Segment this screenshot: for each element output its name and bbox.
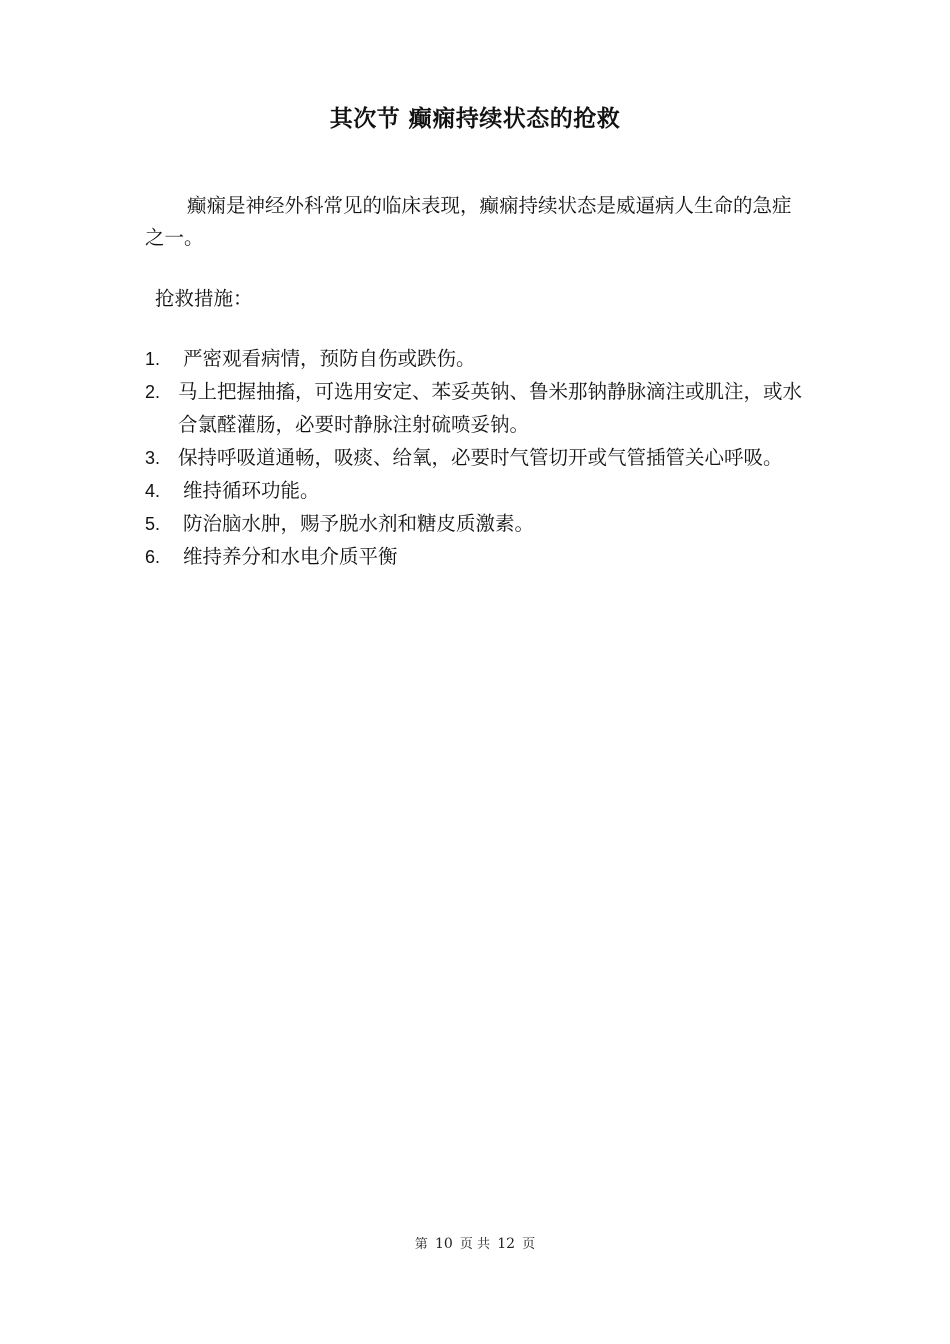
list-item-text: 防治脑水肿，赐予脱水剂和糖皮质激素。 [183, 511, 535, 535]
footer-mid: 页 共 [459, 1237, 491, 1252]
list-item [145, 475, 807, 508]
intro-paragraph: 癫痫是神经外科常见的临床表现，癫痫持续状态是威逼病人生命的急症之一。 [145, 194, 792, 249]
measures-list [145, 343, 807, 574]
list-item-number: 3. [145, 447, 161, 468]
list-item-number: 4. [145, 480, 161, 501]
footer-prefix: 第 [414, 1237, 428, 1252]
list-item-number: 5. [145, 513, 161, 534]
section-title: 其次节 癫痫持续状态的抢救 [329, 106, 621, 132]
list-item-text: 保持呼吸道通畅，吸痰、给氧，必要时气管切开或气管插管关心呼吸。 [178, 445, 783, 469]
list-item-text: 维持养分和水电介质平衡 [183, 544, 398, 568]
page-footer [0, 1233, 950, 1252]
list-item [145, 376, 807, 441]
list-item [145, 343, 807, 376]
list-item-number: 1. [145, 349, 161, 369]
list-item-text: 严密观看病情，预防自伤或跌伤。 [183, 347, 476, 370]
footer-suffix: 页 [522, 1237, 536, 1252]
list-item-number: 2. [145, 382, 161, 402]
footer-page-number: 10 [434, 1236, 453, 1252]
list-item [145, 541, 807, 574]
list-item [145, 442, 807, 475]
list-item-text: 马上把握抽搐，可选用安定、苯妥英钠、鲁米那钠静脉滴注或肌注，或水合氯醛灌肠，必要时静脉注射硫喷妥钠。 [178, 380, 803, 436]
measures-label: 抢救措施： [155, 287, 253, 310]
list-item-number: 6. [145, 546, 161, 567]
footer-total-pages: 12 [497, 1236, 516, 1252]
list-item [145, 508, 807, 541]
list-item-text: 维持循环功能。 [183, 478, 320, 502]
